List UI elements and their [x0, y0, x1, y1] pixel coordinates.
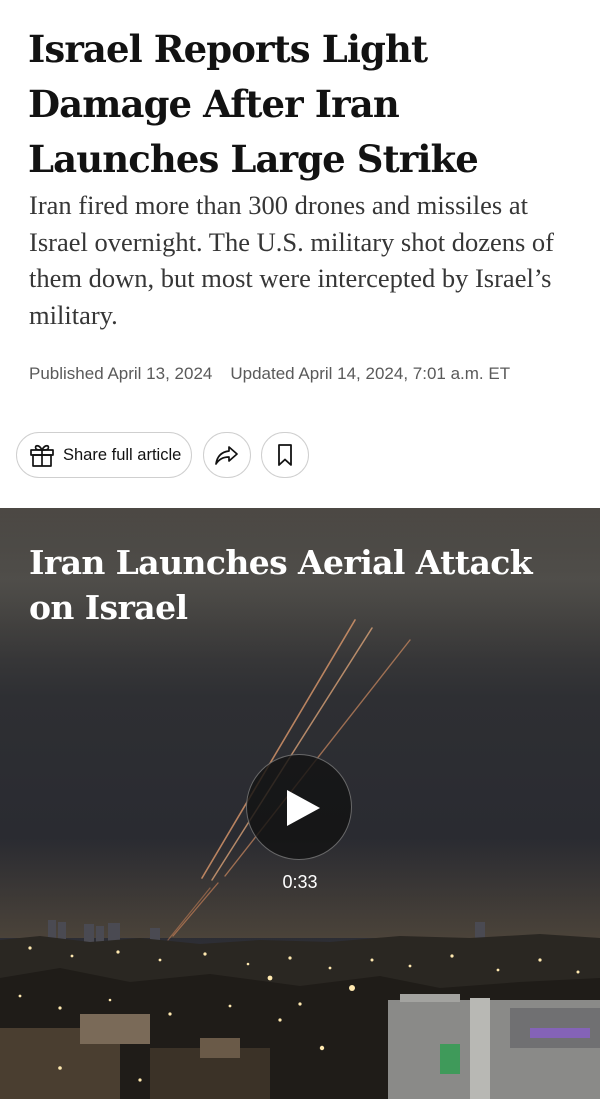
video-duration: 0:33: [282, 872, 318, 892]
updated-date: Updated April 14, 2024, 7:01 a.m. ET: [230, 364, 511, 383]
video-player[interactable]: [0, 508, 600, 1099]
share-arrow-icon: [213, 441, 241, 469]
dateline: [29, 364, 510, 384]
article-summary: Iran fired more than 300 drones and missiles at Israel overnight. The U.S. military shot dozens of them down, but most were intercepted by Israel’s military.: [29, 190, 554, 330]
gift-icon: [28, 441, 56, 469]
save-button[interactable]: [261, 432, 309, 478]
play-icon: [247, 755, 353, 861]
video-title: Iran Launches Aerial Attack on Israel: [29, 543, 532, 627]
share-full-article-label: Share full article: [63, 445, 182, 464]
headline: Israel Reports Light Damage After Iran Launches Large Strike: [28, 27, 478, 181]
bookmark-icon: [271, 441, 299, 469]
published-date: Published April 13, 2024: [29, 364, 213, 383]
share-full-article-button[interactable]: [16, 432, 192, 478]
share-button[interactable]: [203, 432, 251, 478]
play-button[interactable]: [246, 754, 352, 860]
